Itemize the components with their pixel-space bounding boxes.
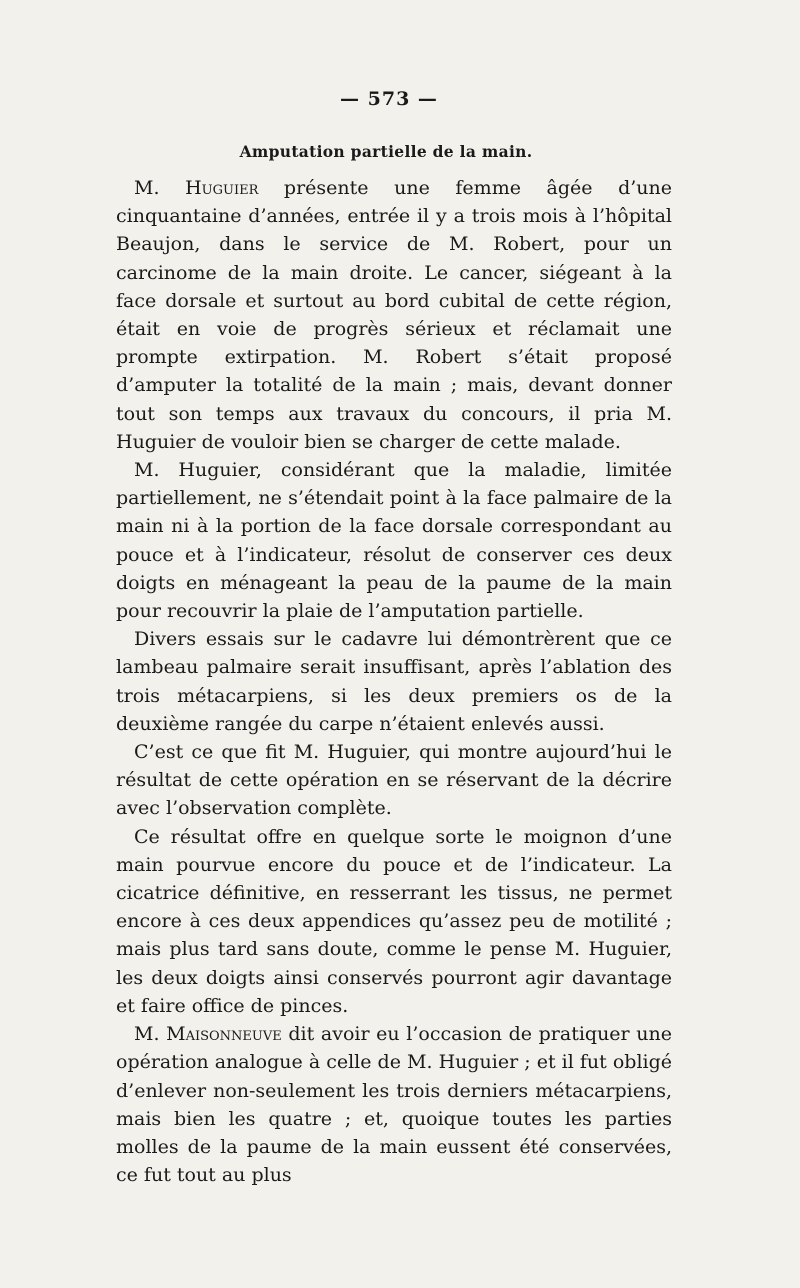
paragraph bbox=[116, 174, 672, 456]
section-title: Amputation partielle de la main. bbox=[239, 142, 533, 161]
paragraph bbox=[116, 1020, 672, 1189]
paragraph-text: Divers essais sur le cadavre lui démontrèrent que ce lambeau palmaire serait insuffisant, après l’ablation des trois métacarpiens, si les deux premiers os de la deuxième rangée du carpe n’étaient enlevés aussi. bbox=[116, 628, 672, 735]
paragraph bbox=[116, 456, 672, 625]
paragraph-text: M. Huguier, considérant que la maladie, limitée partiellement, ne s’étendait point à la face palmaire de la main ni à la portion de la face dorsale correspondant au pouce et à l’indicateur, résolut de conserver ces deux doigts en ménageant la peau de la paume de la main pour recouvrir la plaie de l’amputation partielle. bbox=[116, 459, 672, 623]
paragraph bbox=[116, 625, 672, 738]
page-number: — 573 — bbox=[340, 88, 438, 110]
paragraph-text: Ce résultat offre en quelque sorte le moignon d’une main pourvue encore du pouce et de l’indicateur. La cicatrice définitive, en resserrant les tissus, ne permet encore à ces deux appendices qu’assez peu de motilité ; mais plus tard sans doute, comme le pense M. Huguier, les deux doigts ainsi conservés pourront agir davantage et faire office de pinces. bbox=[116, 825, 672, 1017]
paragraph-text: C’est ce que fit M. Huguier, qui montre aujourd’hui le résultat de cette opération en se réservant de la décrire avec l’observation complète. bbox=[116, 741, 672, 820]
paragraph-text: présente une femme âgée d’une cinquantaine d’années, entrée il y a trois mois à l’hôpital Beaujon, dans le service de M. Robert, pour un carcinome de la main droite. Le cancer, siégeant à la face dorsale et surtout au bord cubital de cette région, était en voie de progrès sérieux et réclamait une prompte extirpation. M. Robert s’était proposé d’amputer la totalité de la main ; mais, devant donner tout son temps aux travaux du concours, il pria M. Huguier de vouloir bien se charger de cette malade. bbox=[116, 177, 672, 453]
paragraph bbox=[116, 738, 672, 823]
speaker-prefix: M. bbox=[134, 177, 186, 199]
speaker-prefix: M. bbox=[134, 1023, 167, 1046]
paragraph-text: dit avoir eu l’occasion de pratiquer une opération analogue à celle de M. Huguier ; et il fut obligé d’enlever non-seulement les trois derniers métacarpiens, mais bien les quatre ; et, quoique toutes les parties molles de la paume de la main eussent été conservées, ce fut tout au plus bbox=[116, 1023, 672, 1187]
body-text bbox=[116, 174, 672, 1189]
speaker-name: Huguier bbox=[185, 177, 259, 199]
speaker-name: Maisonneuve bbox=[166, 1023, 282, 1046]
paragraph bbox=[116, 823, 672, 1020]
